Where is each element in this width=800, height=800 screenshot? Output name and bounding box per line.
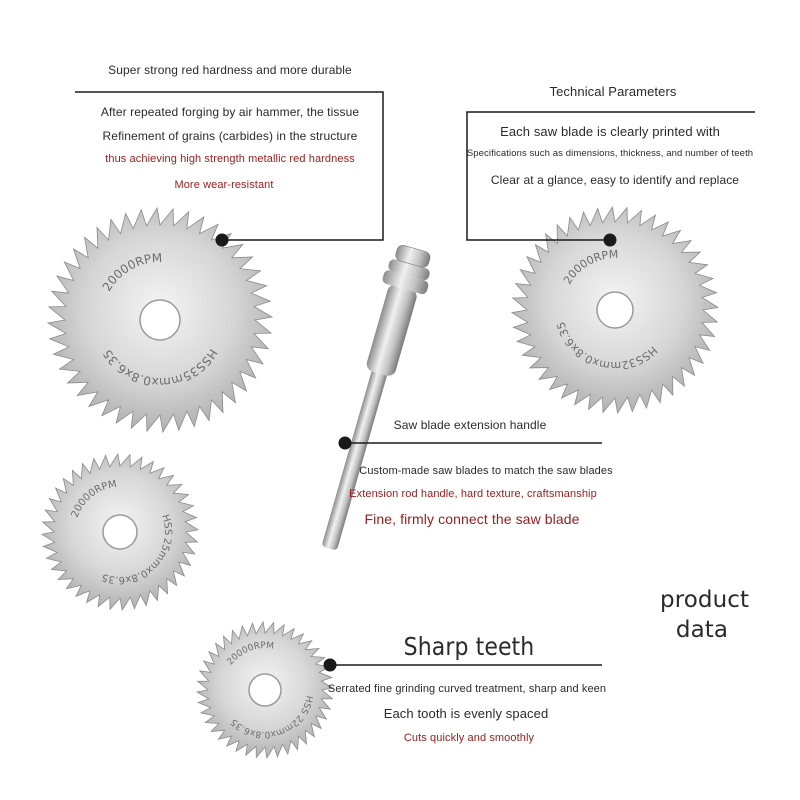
hardness-line-3: thus achieving high strength metallic red hardness (105, 153, 355, 165)
hardness-title: Super strong red hardness and more durable (108, 63, 352, 77)
product-data-label (660, 585, 750, 645)
teeth-line-1: Serrated fine grinding curved treatment, sharp and keen (327, 683, 607, 695)
callout-dot-handle (339, 437, 352, 450)
saw-blade-35mm-hole (140, 300, 180, 340)
callout-dot-teeth (324, 659, 337, 672)
saw-blade-22mm (197, 622, 333, 758)
handle-line-1: Custom-made saw blades to match the saw blades (359, 465, 613, 477)
technical-title: Technical Parameters (549, 84, 677, 99)
saw-blade-25mm-hole (103, 515, 137, 549)
handle-line-3: Fine, firmly connect the saw blade (364, 511, 580, 527)
teeth-line-2: Each tooth is evenly spaced (383, 706, 549, 721)
saw-blade-25mm-rpm: 20000RPM (69, 478, 118, 520)
extension-handle (307, 242, 437, 555)
callout-dot-hardness (216, 234, 229, 247)
saw-blade-32mm-hole (597, 292, 633, 328)
saw-blade-25mm (42, 454, 198, 610)
saw-blade-35mm (48, 208, 272, 432)
callout-dot-technical (604, 234, 617, 247)
saw-blade-22mm-spec: 22mmx0.8x6.35 (229, 712, 305, 740)
teeth-line-3: Cuts quickly and smoothly (403, 732, 535, 744)
hardness-line-1: After repeated forging by air hammer, the tissue (100, 105, 360, 119)
product-label-line-1: product (660, 587, 750, 613)
product-label-line-2: data (675, 617, 729, 643)
saw-blade-25mm-hss: HSS (159, 513, 174, 536)
technical-line-2: Specifications such as dimensions, thickness, and number of teeth (466, 148, 754, 159)
saw-blade-25mm-spec: 25mmx0.8x6.35 (100, 537, 173, 586)
saw-blade-22mm-hss: HSS (298, 694, 314, 716)
technical-line-1: Each saw blade is clearly printed with (500, 124, 720, 139)
hardness-line-2: Refinement of grains (carbides) in the structure (102, 129, 358, 143)
saw-blade-22mm-rpm: 20000RPM (225, 640, 275, 668)
saw-blade-35mm-rpm: 20000RPM (99, 250, 163, 294)
handle-title: Saw blade extension handle (393, 418, 547, 432)
saw-blade-32mm-rpm: 20000RPM (560, 247, 619, 287)
technical-line-3: Clear at a glance, easy to identify and replace (490, 173, 740, 187)
handle-collar (365, 283, 419, 378)
saw-blade-22mm-hole (249, 674, 281, 706)
saw-blade-32mm-spec: HSS32mmx0.8x6.35 (554, 320, 660, 373)
teeth-title: Sharp teeth (403, 632, 535, 661)
handle-line-2: Extension rod handle, hard texture, craftsmanship (349, 488, 597, 500)
saw-blade-35mm-spec: HSS35mmx0.8x6.35 (100, 346, 221, 390)
hardness-line-4: More wear-resistant (174, 179, 274, 191)
